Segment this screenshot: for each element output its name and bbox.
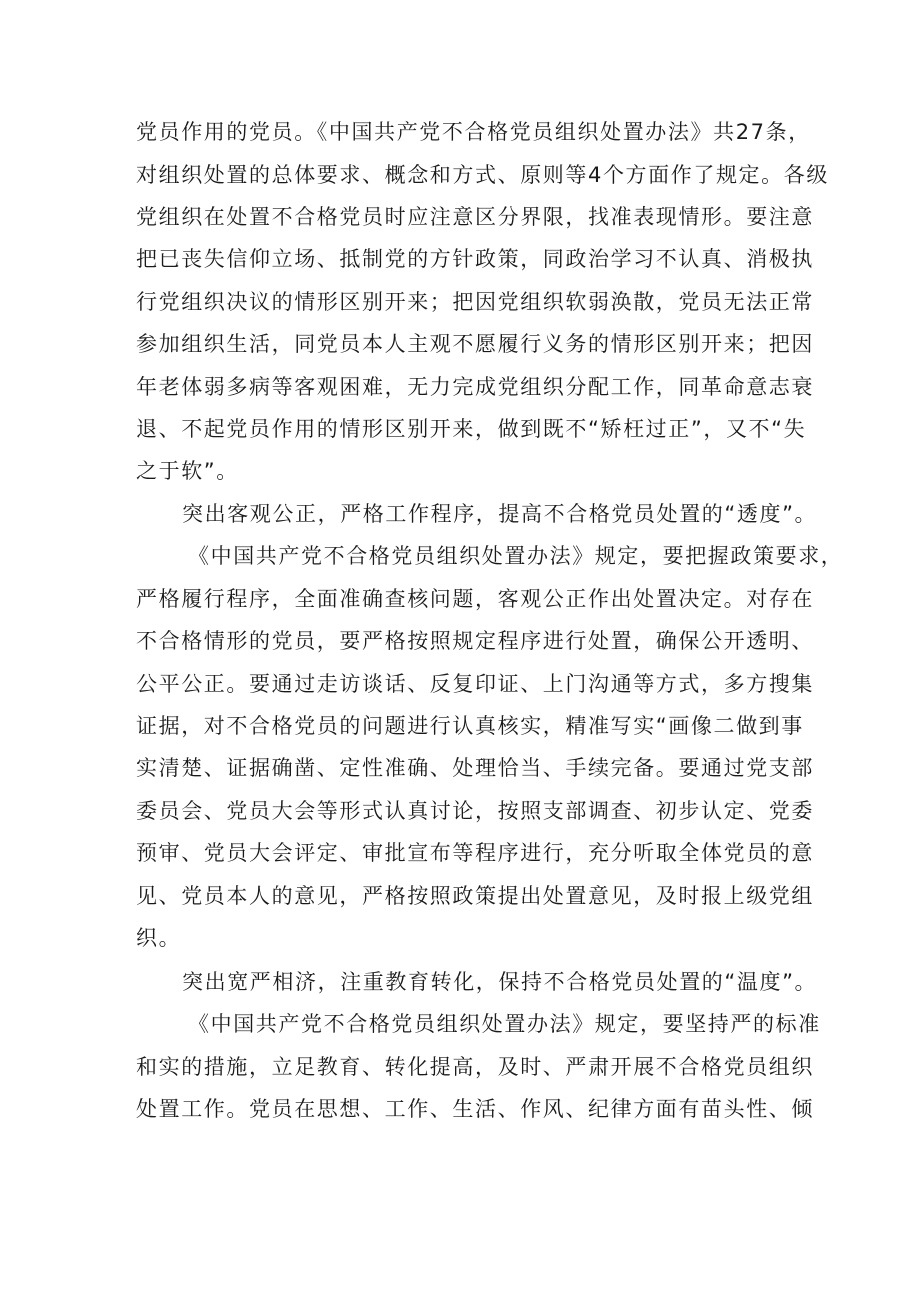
- text-line: 对组织处置的总体要求、概念和方式、原则等4个方面作了规定。各级: [136, 163, 829, 187]
- text-line: 实清楚、证据确凿、定性准确、处理恰当、手续完备。要通过党支部: [136, 756, 814, 780]
- text-line: 严格履行程序，全面准确查核问题，客观公正作出处置决定。对存在: [136, 587, 814, 611]
- text-line: 行党组织决议的情形区别开来；把因党组织软弱涣散，党员无法正常: [136, 290, 814, 314]
- text-line: 公平公正。要通过走访谈话、反复印证、上门沟通等方式，多方搜集: [136, 672, 814, 696]
- text-line: 预审、党员大会评定、审批宣布等程序进行，充分听取全体党员的意: [136, 841, 814, 865]
- text-line: 处置工作。党员在思想、工作、生活、作风、纪律方面有苗头性、倾: [136, 1097, 814, 1121]
- text-line: 参加组织生活，同党员本人主观不愿履行义务的情形区别开来；把因: [136, 332, 814, 356]
- text-line: 《中国共产党不合格党员组织处置办法》规定，要坚持严的标准: [188, 1012, 821, 1036]
- text-line: 和实的措施，立足教育、转化提高，及时、严肃开展不合格党员组织: [136, 1055, 814, 1079]
- section-heading: 突出客观公正，严格工作程序，提高不合格党员处置的“透度”。: [182, 502, 818, 526]
- text-line: 证据，对不合格党员的问题进行认真核实，精准写实“画像二做到事: [136, 714, 804, 738]
- text-line: 退、不起党员作用的情形区别开来，做到既不“矫枉过正”，又不“失: [136, 417, 807, 441]
- text-line: 委员会、党员大会等形式认真讨论，按照支部调查、初步认定、党委: [136, 799, 814, 823]
- text-line: 《中国共产党不合格党员组织处置办法》规定，要把握政策要求，: [188, 544, 844, 568]
- text-line: 织。: [136, 926, 182, 950]
- text-line: 把已丧失信仰立场、抵制党的方针政策，同政治学习不认真、消极执: [136, 247, 814, 271]
- text-line: 年老体弱多病等客观困难，无力完成党组织分配工作，同革命意志衰: [136, 375, 814, 399]
- text-line: 党员作用的党员。《中国共产党不合格党员组织处置办法》共27条，: [136, 120, 811, 144]
- section-heading: 突出宽严相济，注重教育转化，保持不合格党员处置的“温度”。: [182, 970, 818, 994]
- text-line: 之于软”。: [136, 459, 239, 483]
- text-line: 见、党员本人的意见，严格按照政策提出处置意见，及时报上级党组: [136, 884, 814, 908]
- text-line: 党组织在处置不合格党员时应注意区分界限，找准表现情形。要注意: [136, 205, 814, 229]
- text-line: 不合格情形的党员，要严格按照规定程序进行处置，确保公开透明、: [136, 629, 814, 653]
